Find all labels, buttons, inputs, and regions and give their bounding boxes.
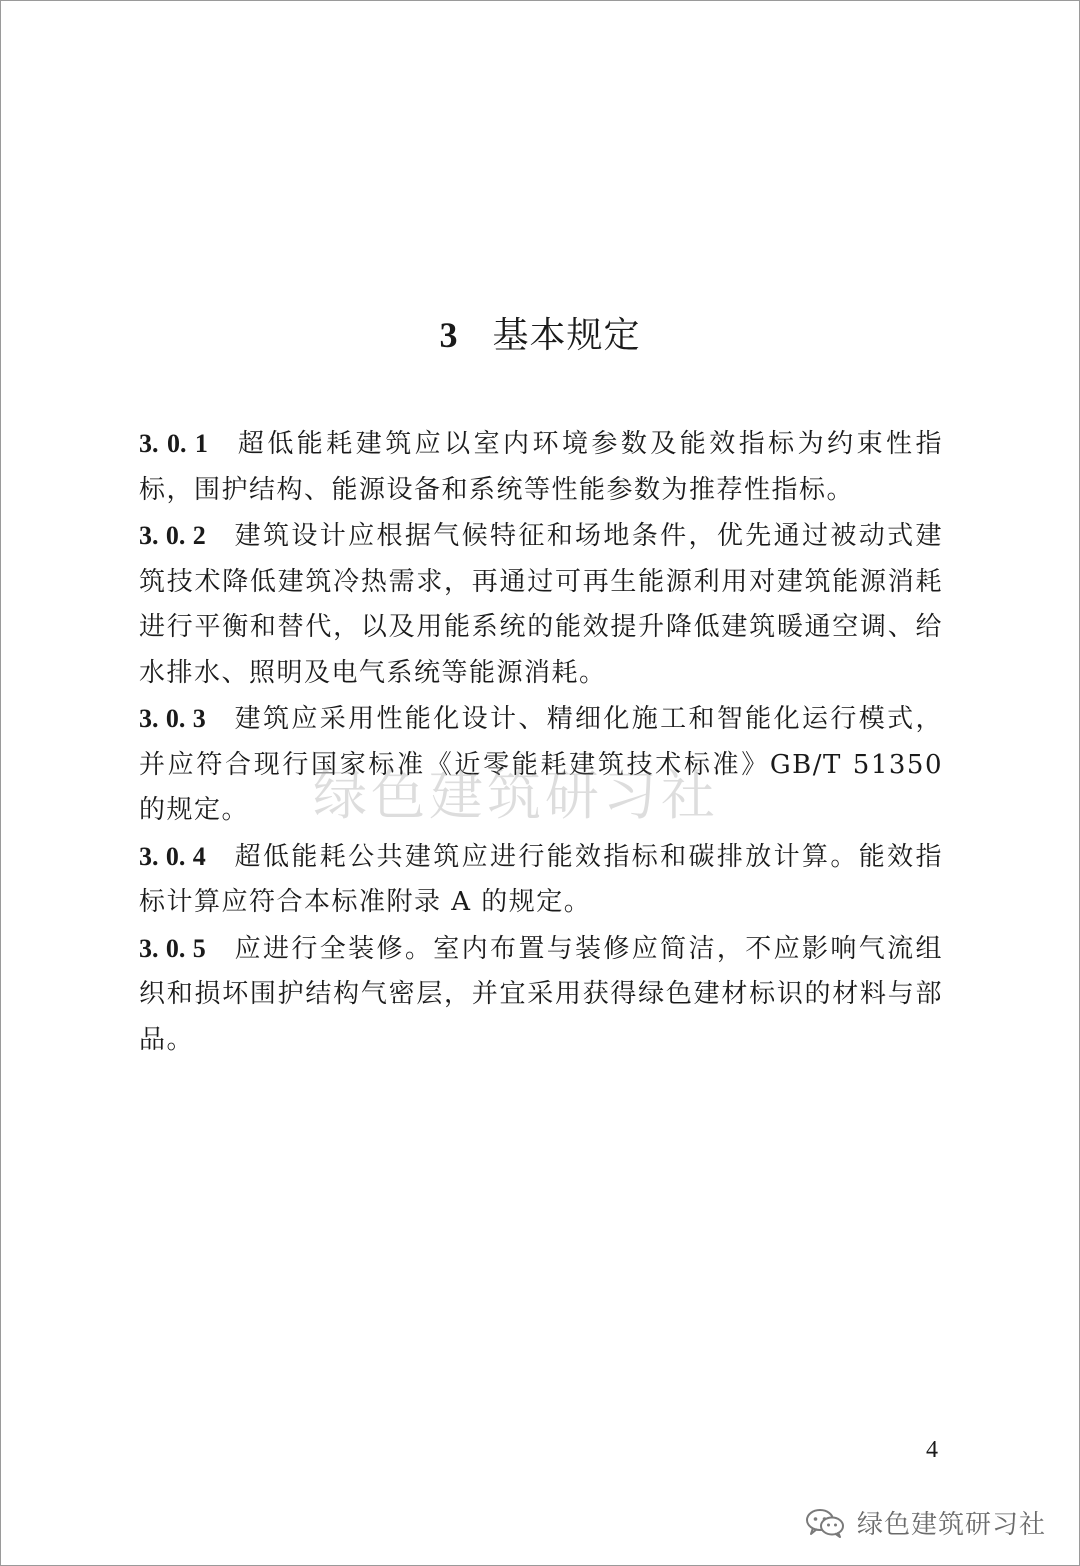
chapter-number: 3 (439, 315, 459, 355)
clause-text: 建筑设计应根据气候特征和场地条件，优先通过被动式建筑技术降低建筑冷热需求，再通过可再生能源利用对建筑能源消耗进行平衡和替代，以及用能系统的能效提升降低建筑暖通空调、给水排水、照明及电气系统等能源消耗。 (139, 521, 943, 688)
clause-3-0-2 (139, 513, 943, 696)
footer-account-name: 绿色建筑研习社 (856, 1510, 1046, 1540)
wechat-icon (805, 1508, 845, 1538)
watermark: 绿色建筑研习社 (313, 764, 719, 827)
clause-number: 3. 0. 2 (139, 521, 206, 550)
clause-number: 3. 0. 1 (139, 429, 208, 458)
footer-account-mark (805, 1504, 1046, 1541)
clause-list (139, 421, 943, 1063)
clause-3-0-4 (139, 834, 943, 926)
chapter-heading: 基本规定 (492, 315, 641, 356)
page-number: 4 (926, 1437, 938, 1463)
clause-text: 应进行全装修。室内布置与装修应简洁，不应影响气流组织和损坏围护结构气密层，并宜采用获得绿色建材标识的材料与部品。 (139, 933, 943, 1055)
clause-text: 超低能耗建筑应以室内环境参数及能效指标为约束性指标，围护结构、能源设备和系统等性能参数为推荐性指标。 (139, 429, 943, 505)
clause-number: 3. 0. 4 (139, 841, 206, 871)
chapter-title (1, 307, 1079, 364)
clause-number: 3. 0. 5 (139, 933, 206, 963)
clause-text: 超低能耗公共建筑应进行能效指标和碳排放计算。能效指标计算应符合本标准附录 A 的规定。 (139, 841, 943, 917)
clause-text: 建筑应采用性能化设计、精细化施工和智能化运行模式，并应符合现行国家标准《近零能耗建筑技术标准》GB/T 51350 的规定。 (139, 704, 943, 825)
clause-3-0-1 (139, 421, 943, 513)
clause-3-0-3 (139, 696, 943, 834)
clause-number: 3. 0. 3 (139, 704, 206, 733)
clause-3-0-5 (139, 926, 943, 1064)
